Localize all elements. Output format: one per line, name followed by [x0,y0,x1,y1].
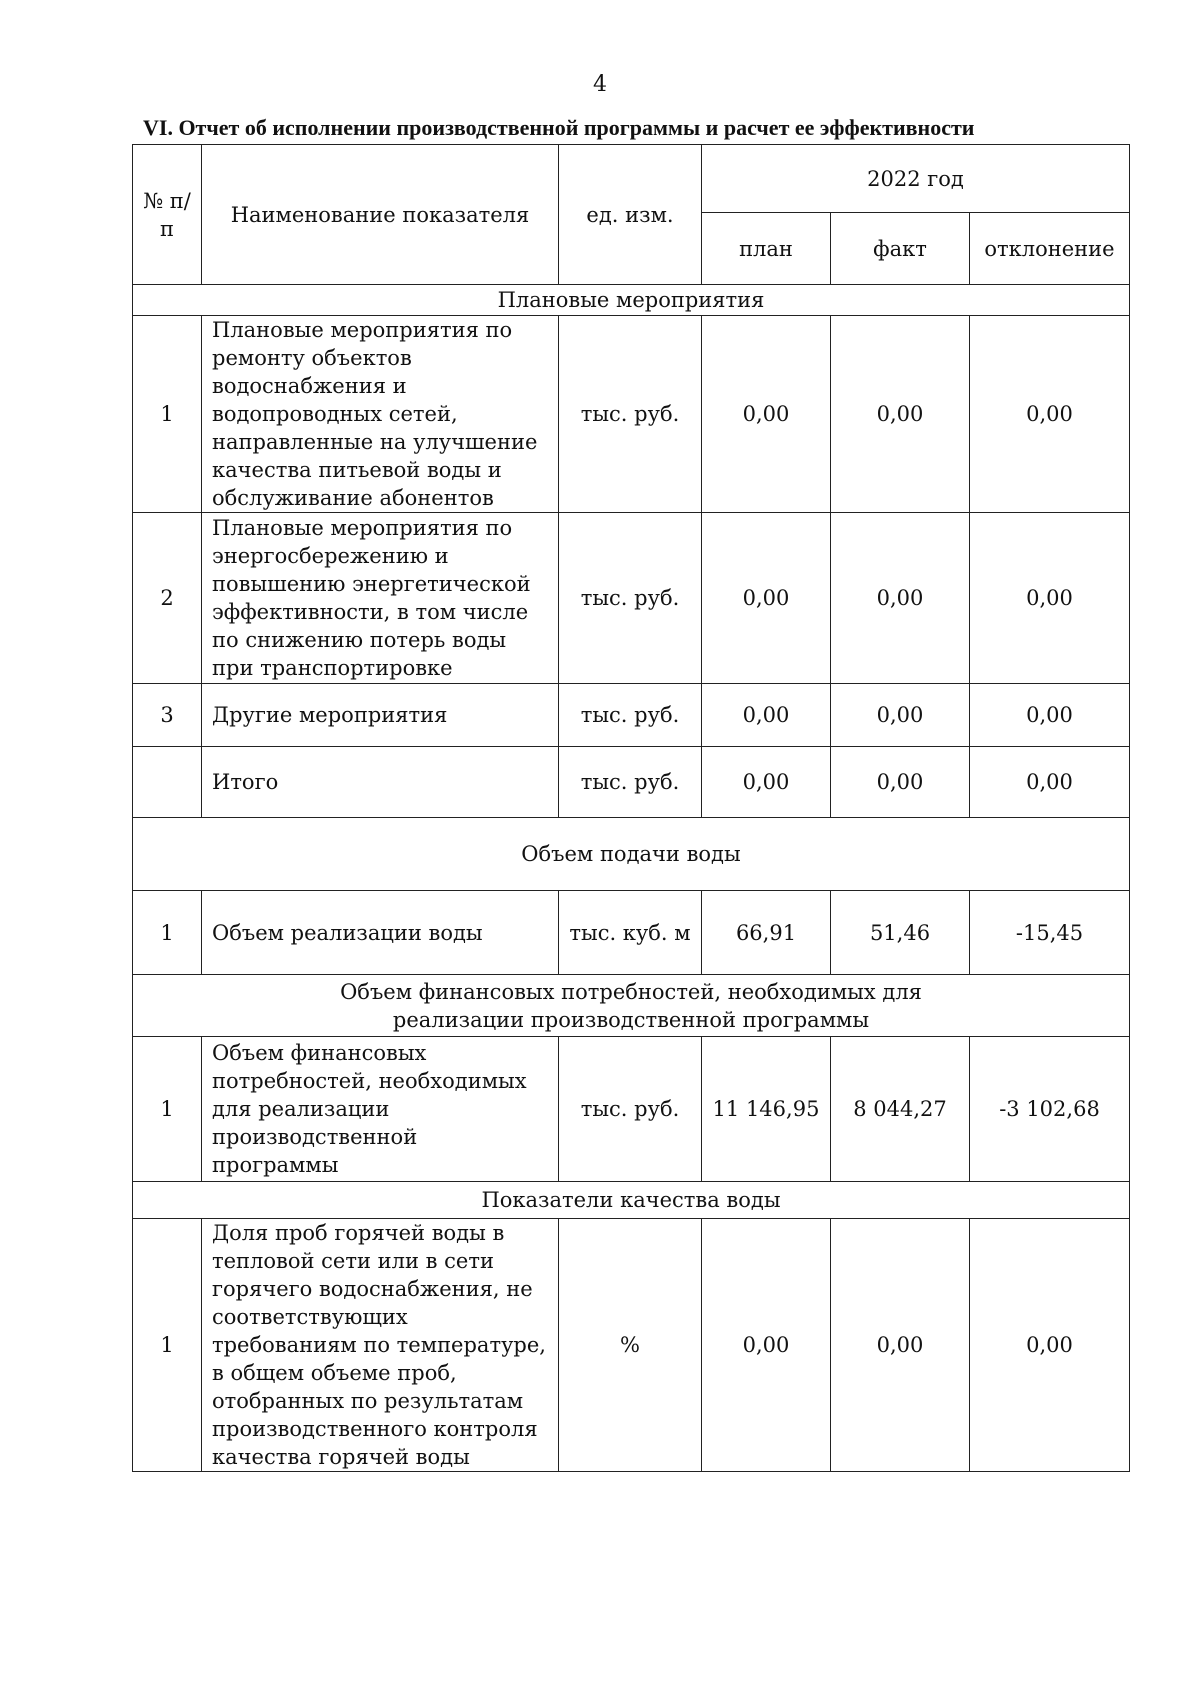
cell-unit: тыс. руб. [559,1037,702,1182]
cell-unit: тыс. куб. м [559,891,702,975]
table-row [133,1037,1130,1182]
section-row [133,285,1130,316]
cell-no: 1 [133,1037,202,1182]
cell-deviation: 0,00 [970,747,1130,818]
cell-plan: 0,00 [702,316,831,513]
cell-fact: 51,46 [831,891,970,975]
section-title: Объем финансовых потребностей, необходимых для реализации производственной программы [133,975,1130,1037]
cell-unit: тыс. руб. [559,747,702,818]
header-plan: план [702,213,831,285]
cell-no: 1 [133,1219,202,1472]
section-title: Плановые мероприятия [133,285,1130,316]
page-number: 4 [593,72,607,97]
table-row-total [133,747,1130,818]
cell-deviation: 0,00 [970,316,1130,513]
cell-name: Плановые мероприятия по ремонту объектов водоснабжения и водопроводных сетей, направленные на улучшение качества питьевой воды и обслуживание абонентов [202,316,559,513]
header-fact: факт [831,213,970,285]
cell-name: Доля проб горячей воды в тепловой сети или в сети горячего водоснабжения, не соответствующих требованиям по температуре, в общем объеме проб, отобранных по результатам производственного контроля качества горячей воды [202,1219,559,1472]
cell-fact: 0,00 [831,316,970,513]
table-row [133,684,1130,747]
report-table [132,144,1130,1472]
header-unit: ед. изм. [559,145,702,285]
cell-name: Плановые мероприятия по энергосбережению и повышению энергетической эффективности, в том числе по снижению потерь воды при транспортировке [202,513,559,684]
cell-fact: 8 044,27 [831,1037,970,1182]
cell-unit: тыс. руб. [559,684,702,747]
cell-fact: 0,00 [831,684,970,747]
cell-no: 1 [133,891,202,975]
table-row [133,513,1130,684]
cell-no: 3 [133,684,202,747]
cell-deviation: -15,45 [970,891,1130,975]
section-title: Объем подачи воды [133,818,1130,891]
cell-fact: 0,00 [831,513,970,684]
cell-unit: тыс. руб. [559,316,702,513]
header-deviation: отклонение [970,213,1130,285]
cell-deviation: 0,00 [970,684,1130,747]
cell-plan: 66,91 [702,891,831,975]
cell-plan: 11 146,95 [702,1037,831,1182]
cell-deviation: 0,00 [970,513,1130,684]
cell-no: 2 [133,513,202,684]
cell-plan: 0,00 [702,684,831,747]
cell-no [133,747,202,818]
cell-name: Другие мероприятия [202,684,559,747]
cell-no: 1 [133,316,202,513]
section-row [133,975,1130,1037]
header-no: № п/п [133,145,202,285]
section-row [133,818,1130,891]
cell-name: Объем реализации воды [202,891,559,975]
table-row [133,891,1130,975]
cell-fact: 0,00 [831,1219,970,1472]
header-name: Наименование показателя [202,145,559,285]
section-title: Показатели качества воды [133,1182,1130,1219]
cell-plan: 0,00 [702,513,831,684]
table-row [133,1219,1130,1472]
cell-name: Итого [202,747,559,818]
header-year: 2022 год [702,145,1130,213]
cell-name: Объем финансовых потребностей, необходимых для реализации производственной программы [202,1037,559,1182]
cell-plan: 0,00 [702,747,831,818]
section-row [133,1182,1130,1219]
cell-unit: тыс. руб. [559,513,702,684]
cell-deviation: -3 102,68 [970,1037,1130,1182]
table-row [133,316,1130,513]
document-title: VI. Отчет об исполнении производственной программы и расчет ее эффективности [143,115,975,140]
cell-unit: % [559,1219,702,1472]
cell-deviation: 0,00 [970,1219,1130,1472]
cell-fact: 0,00 [831,747,970,818]
cell-plan: 0,00 [702,1219,831,1472]
